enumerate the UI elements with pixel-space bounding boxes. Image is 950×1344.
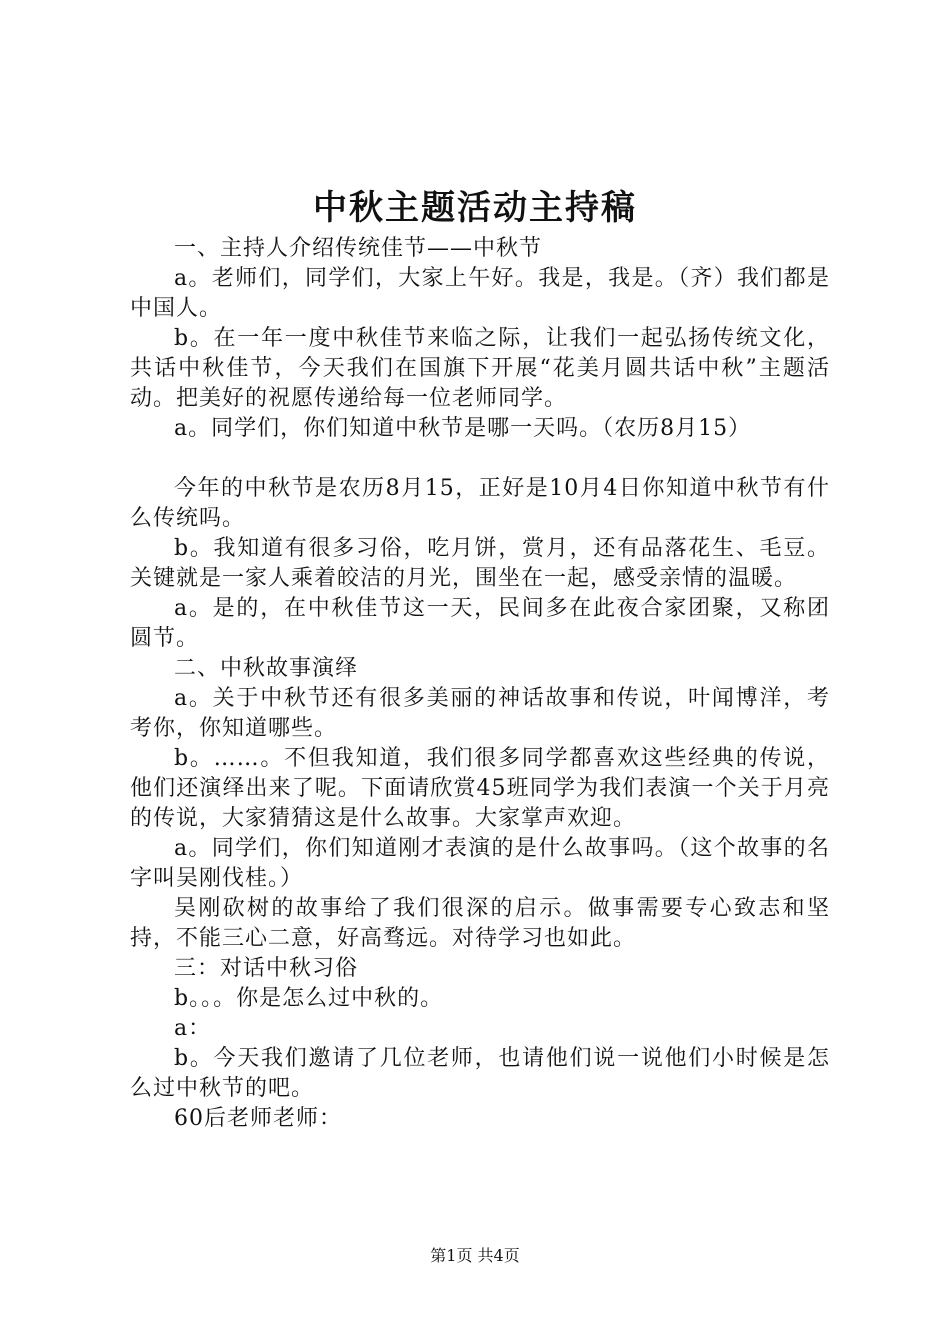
paragraph: b。在一年一度中秋佳节来临之际，让我们一起弘扬传统文化，共话中秋佳节，今天我们在国旗下开展“花美月圆共话中秋”主题活动。把美好的祝愿传递给每一位老师同学。: [130, 326, 830, 411]
paragraph: 60后老师老师：: [174, 1106, 342, 1131]
document-title: 中秋主题活动主持稿: [313, 188, 637, 228]
section-heading: 三：对话中秋习俗: [174, 956, 359, 981]
section-heading: 二、中秋故事演绎: [174, 656, 359, 681]
paragraph: b。。。你是怎么过中秋的。: [174, 986, 444, 1011]
paragraph: a：: [174, 1016, 212, 1041]
paragraph: b。今天我们邀请了几位老师，也请他们说一说他们小时候是怎么过中秋节的吧。: [130, 1046, 830, 1101]
document-body: [130, 234, 830, 1134]
paragraph: b。……。不但我知道，我们很多同学都喜欢这些经典的传说，他们还演绎出来了呢。下面请欣赏45班同学为我们表演一个关于月亮的传说，大家猜猜这是什么故事。大家掌声欢迎。: [130, 746, 830, 831]
paragraph: b。我知道有很多习俗，吃月饼，赏月，还有品落花生、毛豆。关键就是一家人乘着皎洁的月光，围坐在一起，感受亲情的温暖。: [130, 536, 830, 591]
page-footer: 第1页 共4页: [430, 1246, 520, 1265]
paragraph: a。老师们，同学们，大家上午好。我是，我是。（齐）我们都是中国人。: [130, 266, 830, 321]
paragraph: a。关于中秋节还有很多美丽的神话故事和传说，叶闻博洋，考考你，你知道哪些。: [130, 686, 830, 741]
paragraph: 吴刚砍树的故事给了我们很深的启示。做事需要专心致志和坚持，不能三心二意，好高骛远。对待学习也如此。: [130, 896, 830, 951]
paragraph: 今年的中秋节是农历8月15，正好是10月4日你知道中秋节有什么传统吗。: [130, 476, 830, 531]
paragraph: a。同学们，你们知道刚才表演的是什么故事吗。（这个故事的名字叫吴刚伐桂。）: [130, 836, 830, 891]
section-heading: 一、主持人介绍传统佳节——中秋节: [174, 236, 543, 261]
paragraph: a。是的，在中秋佳节这一天，民间多在此夜合家团聚，又称团圆节。: [130, 596, 830, 651]
paragraph: a。同学们，你们知道中秋节是哪一天吗。（农历8月15）: [174, 416, 752, 441]
